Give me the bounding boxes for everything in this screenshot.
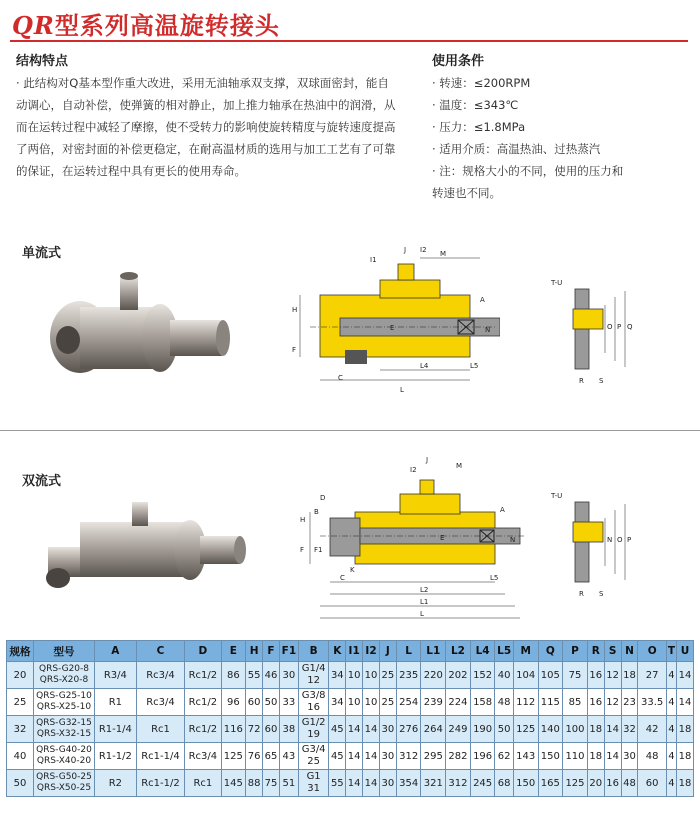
col-header: H — [246, 641, 263, 662]
svg-text:A: A — [480, 296, 485, 304]
svg-text:T-U: T-U — [551, 279, 563, 287]
table-cell: 312 — [446, 770, 471, 797]
table-cell: 14 — [346, 770, 363, 797]
svg-text:J: J — [404, 246, 407, 254]
table-cell: 140 — [538, 716, 563, 743]
table-cell: 282 — [446, 743, 471, 770]
table-cell: 196 — [470, 743, 495, 770]
table-cell: 18 — [587, 743, 604, 770]
section-divider — [0, 430, 700, 431]
table-cell: 14 — [363, 770, 380, 797]
svg-text:C: C — [338, 374, 343, 382]
table-cell — [298, 662, 328, 689]
table-cell: 4 — [666, 770, 676, 797]
table-cell: 65 — [263, 743, 280, 770]
b-thread: G1/2 — [301, 717, 326, 728]
table-cell — [34, 689, 95, 716]
table-cell: 30 — [279, 662, 298, 689]
table-cell — [298, 743, 328, 770]
table-cell: R3/4 — [95, 662, 137, 689]
svg-text:L4: L4 — [420, 362, 429, 370]
col-header: P — [563, 641, 588, 662]
table-cell: 43 — [279, 743, 298, 770]
svg-text:B: B — [314, 508, 319, 516]
table-cell: 55 — [329, 770, 346, 797]
table-cell: 18 — [676, 716, 693, 743]
table-cell: 295 — [421, 743, 446, 770]
table-cell: R2 — [95, 770, 137, 797]
table-cell: 125 — [563, 770, 588, 797]
table-cell: 96 — [221, 689, 246, 716]
model-g: QRS-G20-8 — [38, 664, 90, 674]
table-cell: 62 — [495, 743, 513, 770]
title-divider — [10, 40, 688, 42]
table-cell: 354 — [396, 770, 421, 797]
table-cell: 112 — [513, 689, 538, 716]
table-cell: 25 — [379, 689, 396, 716]
table-cell: 235 — [396, 662, 421, 689]
table-cell: 75 — [263, 770, 280, 797]
table-cell: 4 — [666, 743, 676, 770]
table-cell: 68 — [495, 770, 513, 797]
table-cell: Rc1-1/2 — [136, 770, 185, 797]
table-cell: Rc1/2 — [185, 716, 221, 743]
table-cell: 224 — [446, 689, 471, 716]
table-cell: 10 — [346, 689, 363, 716]
table-cell: 27 — [638, 662, 667, 689]
table-cell: Rc1/2 — [185, 662, 221, 689]
table-cell: 14 — [676, 689, 693, 716]
table-cell: 125 — [221, 743, 246, 770]
b-size: 16 — [307, 702, 320, 713]
svg-text:Q: Q — [627, 323, 633, 331]
table-cell: 264 — [421, 716, 446, 743]
table-cell: 239 — [421, 689, 446, 716]
table-cell: 34 — [329, 662, 346, 689]
table-cell: Rc1 — [136, 716, 185, 743]
table-cell: 23 — [621, 689, 638, 716]
svg-text:T-U: T-U — [551, 492, 563, 500]
table-cell: 14 — [363, 743, 380, 770]
svg-text:F: F — [292, 346, 297, 354]
table-cell — [34, 716, 95, 743]
col-header: B — [298, 641, 328, 662]
model-g: QRS-G25-10 — [36, 691, 92, 701]
table-cell: 312 — [396, 743, 421, 770]
table-cell: 33.5 — [638, 689, 667, 716]
table-cell: Rc1-1/4 — [136, 743, 185, 770]
svg-text:J: J — [426, 456, 429, 464]
table-cell: 14 — [363, 716, 380, 743]
table-cell: 4 — [666, 689, 676, 716]
page-title: QR型系列高温旋转接头 — [12, 11, 280, 40]
b-size: 25 — [307, 756, 320, 767]
svg-text:D: D — [320, 494, 326, 502]
table-cell: 48 — [495, 689, 513, 716]
table-cell: 30 — [379, 743, 396, 770]
model-x: QRS-X25-10 — [36, 702, 92, 712]
table-row — [7, 689, 694, 716]
table-cell: 88 — [246, 770, 263, 797]
table-cell: Rc1 — [185, 770, 221, 797]
condition-note: · 注：规格大小的不同，使用的压力和 — [432, 164, 624, 178]
b-thread: G3/8 — [301, 690, 326, 701]
col-header: F1 — [279, 641, 298, 662]
svg-text:M: M — [440, 250, 447, 258]
table-cell: 40 — [495, 662, 513, 689]
table-cell: 18 — [587, 716, 604, 743]
b-size: 31 — [307, 783, 320, 794]
table-cell: 86 — [221, 662, 246, 689]
model-x: QRS-X50-25 — [36, 783, 92, 793]
b-thread: G1 — [306, 771, 321, 782]
table-cell: 32 — [7, 716, 34, 743]
model-g: QRS-G40-20 — [36, 745, 92, 755]
table-cell: 34 — [329, 689, 346, 716]
col-header: L1 — [421, 641, 446, 662]
table-cell: R1 — [95, 689, 137, 716]
table-cell: 30 — [379, 770, 396, 797]
svg-text:N: N — [607, 536, 613, 544]
table-cell: 50 — [7, 770, 34, 797]
table-cell: 14 — [346, 716, 363, 743]
svg-text:H: H — [300, 516, 306, 524]
table-cell: 321 — [421, 770, 446, 797]
table-cell: 249 — [446, 716, 471, 743]
svg-text:H: H — [292, 306, 298, 314]
table-cell: 72 — [246, 716, 263, 743]
table-cell: 75 — [563, 662, 588, 689]
table-cell: 48 — [621, 770, 638, 797]
svg-text:L5: L5 — [490, 574, 499, 582]
condition-pressure: · 压力：≤1.8MPa — [432, 120, 526, 134]
svg-text:O: O — [607, 323, 613, 331]
table-cell: 125 — [513, 716, 538, 743]
table-cell: 10 — [363, 689, 380, 716]
single-flow-photo — [40, 262, 240, 402]
table-cell: 150 — [513, 770, 538, 797]
table-cell: 115 — [538, 689, 563, 716]
double-flow-drawing — [280, 452, 525, 627]
col-header: E — [221, 641, 246, 662]
table-cell: 30 — [379, 716, 396, 743]
col-header: I2 — [363, 641, 380, 662]
svg-text:I2: I2 — [410, 466, 417, 474]
svg-text:I2: I2 — [420, 246, 427, 254]
table-cell: 45 — [329, 743, 346, 770]
single-flow-drawing — [280, 240, 500, 400]
col-header: J — [379, 641, 396, 662]
col-header: L4 — [470, 641, 495, 662]
table-cell: 30 — [621, 743, 638, 770]
table-cell: 245 — [470, 770, 495, 797]
table-cell — [34, 662, 95, 689]
table-cell: 16 — [604, 770, 621, 797]
table-cell: 14 — [604, 716, 621, 743]
table-cell: 104 — [513, 662, 538, 689]
table-cell: 10 — [363, 662, 380, 689]
b-thread: G3/4 — [301, 744, 326, 755]
condition-speed: · 转速：≤200RPM — [432, 76, 531, 90]
table-cell: Rc3/4 — [185, 743, 221, 770]
svg-text:R: R — [579, 377, 584, 385]
table-cell: 4 — [666, 716, 676, 743]
b-size: 12 — [307, 675, 320, 686]
table-cell: 12 — [604, 689, 621, 716]
condition-temp: · 温度：≤343℃ — [432, 98, 519, 112]
double-flow-label: 双流式 — [22, 474, 62, 489]
col-header: C — [136, 641, 185, 662]
table-cell: 51 — [279, 770, 298, 797]
single-flow-label: 单流式 — [22, 246, 62, 261]
svg-text:E: E — [390, 324, 395, 332]
table-cell — [34, 770, 95, 797]
b-size: 19 — [307, 729, 320, 740]
table-cell — [298, 716, 328, 743]
table-cell: Rc1/2 — [185, 689, 221, 716]
table-cell: 202 — [446, 662, 471, 689]
col-header: 型号 — [34, 641, 95, 662]
col-header: L5 — [495, 641, 513, 662]
b-thread: G1/4 — [301, 663, 326, 674]
table-cell: 60 — [246, 689, 263, 716]
col-header: U — [676, 641, 693, 662]
svg-text:M: M — [456, 462, 463, 470]
table-cell: 46 — [263, 662, 280, 689]
table-cell: 85 — [563, 689, 588, 716]
col-header: D — [185, 641, 221, 662]
col-header: T — [666, 641, 676, 662]
svg-text:F1: F1 — [314, 546, 323, 554]
table-cell: Rc3/4 — [136, 689, 185, 716]
svg-text:R: R — [579, 590, 584, 598]
table-cell — [298, 770, 328, 797]
svg-text:L1: L1 — [420, 598, 429, 606]
table-cell — [298, 689, 328, 716]
table-row — [7, 770, 694, 797]
svg-text:K: K — [350, 566, 355, 574]
table-cell: R1-1/4 — [95, 716, 137, 743]
table-cell: 220 — [421, 662, 446, 689]
table-cell: 4 — [666, 662, 676, 689]
table-cell: 16 — [587, 689, 604, 716]
table-cell: 14 — [676, 662, 693, 689]
table-cell: 20 — [587, 770, 604, 797]
double-flow-photo — [40, 492, 250, 602]
col-header: A — [95, 641, 137, 662]
table-cell: 14 — [346, 743, 363, 770]
table-cell: 18 — [676, 743, 693, 770]
table-cell: 16 — [587, 662, 604, 689]
conditions-list — [432, 72, 692, 204]
svg-text:N: N — [485, 326, 491, 334]
col-header: K — [329, 641, 346, 662]
col-header: O — [638, 641, 667, 662]
table-cell: 105 — [538, 662, 563, 689]
table-cell: 18 — [676, 770, 693, 797]
table-cell: 143 — [513, 743, 538, 770]
table-cell: 38 — [279, 716, 298, 743]
table-cell: 42 — [638, 716, 667, 743]
table-cell: 116 — [221, 716, 246, 743]
svg-text:P: P — [617, 323, 622, 331]
table-cell: Rc3/4 — [136, 662, 185, 689]
table-cell: 32 — [621, 716, 638, 743]
svg-text:S: S — [599, 590, 604, 598]
col-header: L — [396, 641, 421, 662]
table-cell: 50 — [495, 716, 513, 743]
double-flow-flange — [545, 488, 655, 603]
table-cell: 14 — [604, 743, 621, 770]
model-x: QRS-X40-20 — [36, 756, 92, 766]
svg-text:E: E — [440, 534, 445, 542]
svg-text:P: P — [627, 536, 632, 544]
table-cell: 33 — [279, 689, 298, 716]
svg-text:L: L — [420, 610, 424, 618]
table-cell: 276 — [396, 716, 421, 743]
col-header: 规格 — [7, 641, 34, 662]
table-cell: 48 — [638, 743, 667, 770]
table-cell: 158 — [470, 689, 495, 716]
svg-text:L: L — [400, 386, 404, 394]
svg-text:C: C — [340, 574, 345, 582]
col-header: R — [587, 641, 604, 662]
col-header: S — [604, 641, 621, 662]
col-header: M — [513, 641, 538, 662]
table-cell: 100 — [563, 716, 588, 743]
table-cell: 12 — [604, 662, 621, 689]
spec-table — [6, 640, 694, 797]
table-cell: 25 — [379, 662, 396, 689]
col-header: Q — [538, 641, 563, 662]
model-x: QRS-X20-8 — [39, 675, 89, 685]
model-x: QRS-X32-15 — [36, 729, 92, 739]
table-cell: 145 — [221, 770, 246, 797]
table-cell: 25 — [7, 689, 34, 716]
table-cell: 76 — [246, 743, 263, 770]
col-header: L2 — [446, 641, 471, 662]
table-cell: 18 — [621, 662, 638, 689]
table-header-row — [7, 641, 694, 662]
structure-text: · 此结构对Q基本型作重大改进，采用无油轴承双支撑，双球面密封，能自动调心，自动补偿，使弹簧的相对静止，加上推力轴承在热油中的润滑，从而在运转过程中减轻了摩擦，使不受转力的影响使旋转精度与旋转速度提高了两倍，对密封面的补偿更稳定，在耐高温材质的选用与加工工艺有了可靠的保证，在运转过程中具有更长的使用寿命。 — [16, 76, 396, 178]
table-cell: 165 — [538, 770, 563, 797]
svg-text:S: S — [599, 377, 604, 385]
model-g: QRS-G50-25 — [36, 772, 92, 782]
table-cell: 190 — [470, 716, 495, 743]
model-g: QRS-G32-15 — [36, 718, 92, 728]
table-cell: 110 — [563, 743, 588, 770]
table-cell — [34, 743, 95, 770]
table-cell: 40 — [7, 743, 34, 770]
table-cell: 20 — [7, 662, 34, 689]
svg-text:L2: L2 — [420, 586, 429, 594]
table-row — [7, 662, 694, 689]
table-cell: 60 — [263, 716, 280, 743]
table-cell: 55 — [246, 662, 263, 689]
table-cell: 60 — [638, 770, 667, 797]
svg-text:I1: I1 — [370, 256, 377, 264]
svg-text:L5: L5 — [470, 362, 479, 370]
table-row — [7, 743, 694, 770]
col-header: N — [621, 641, 638, 662]
structure-heading: 结构特点 — [16, 54, 69, 69]
svg-text:N: N — [510, 536, 516, 544]
table-cell: R1-1/2 — [95, 743, 137, 770]
table-cell: 45 — [329, 716, 346, 743]
svg-text:A: A — [500, 506, 505, 514]
table-row — [7, 716, 694, 743]
condition-medium: · 适用介质：高温热油、过热蒸汽 — [432, 142, 601, 156]
table-cell: 152 — [470, 662, 495, 689]
svg-text:F: F — [300, 546, 305, 554]
single-flow-flange — [545, 275, 655, 390]
table-cell: 50 — [263, 689, 280, 716]
table-cell: 150 — [538, 743, 563, 770]
conditions-heading: 使用条件 — [432, 54, 485, 69]
col-header: F — [263, 641, 280, 662]
table-cell: 254 — [396, 689, 421, 716]
col-header: I1 — [346, 641, 363, 662]
condition-note-cont: 转速也不同。 — [432, 186, 501, 200]
svg-text:O: O — [617, 536, 623, 544]
table-cell: 10 — [346, 662, 363, 689]
